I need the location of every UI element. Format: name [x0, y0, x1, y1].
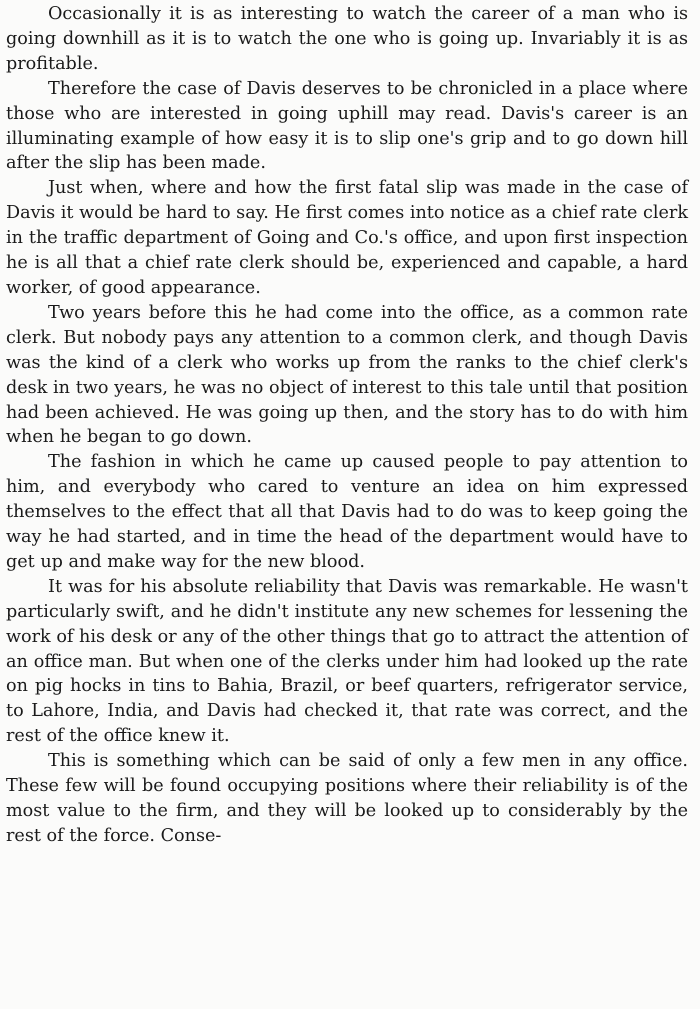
paragraph-7: This is something which can be said of only a few men in any office. These few will be found occupying positions where their reliability is of the most value to the firm, and they will be looked up to considerably by the rest of the force. Conse- [6, 751, 688, 846]
paragraph-2: Therefore the case of Davis deserves to be chronicled in a place where those who are interested in going uphill may read. Davis's career is an illuminating example of how easy it is to slip one's grip and to go down hill after the slip has been made. [6, 78, 688, 174]
paragraph-3: Just when, where and how the first fatal slip was made in the case of Davis it would be hard to say. He first comes into notice as a chief rate clerk in the traffic department of Going and Co.'s office, and upon first inspection he is all that a chief rate clerk should be, experienced and capable, a hard worker, of good appearance. [6, 178, 688, 298]
paragraph-1: Occasionally it is as interesting to watch the career of a man who is going downhill as it is to watch the one who is going up. Invariably it is as profitable. [6, 4, 688, 74]
paragraph-5: The fashion in which he came up caused people to pay attention to him, and everybody who cared to venture an idea on him expressed themselves to the effect that all that Davis had to do was to keep going the way he had started, and in time the head of the department would have to get up and make way for the new blood. [6, 452, 688, 572]
article-body [6, 2, 688, 849]
paragraph-4: Two years before this he had come into the office, as a common rate clerk. But nobody pays any attention to a common clerk, and though Davis was the kind of a clerk who works up from the ranks to the chief clerk's desk in two years, he was no object of interest to this tale until that position had been achieved. He was going up then, and the story has to do with him when he began to go down. [6, 302, 688, 448]
paragraph-6: It was for his absolute reliability that Davis was remarkable. He wasn't particularly swift, and he didn't institute any new schemes for lessening the work of his desk or any of the other things that go to attract the attention of an office man. But when one of the clerks under him had looked up the rate on pig hocks in tins to Bahia, Brazil, or beef quarters, refrigerator service, to Lahore, India, and Davis had checked it, that rate was correct, and the rest of the office knew it. [6, 576, 688, 747]
